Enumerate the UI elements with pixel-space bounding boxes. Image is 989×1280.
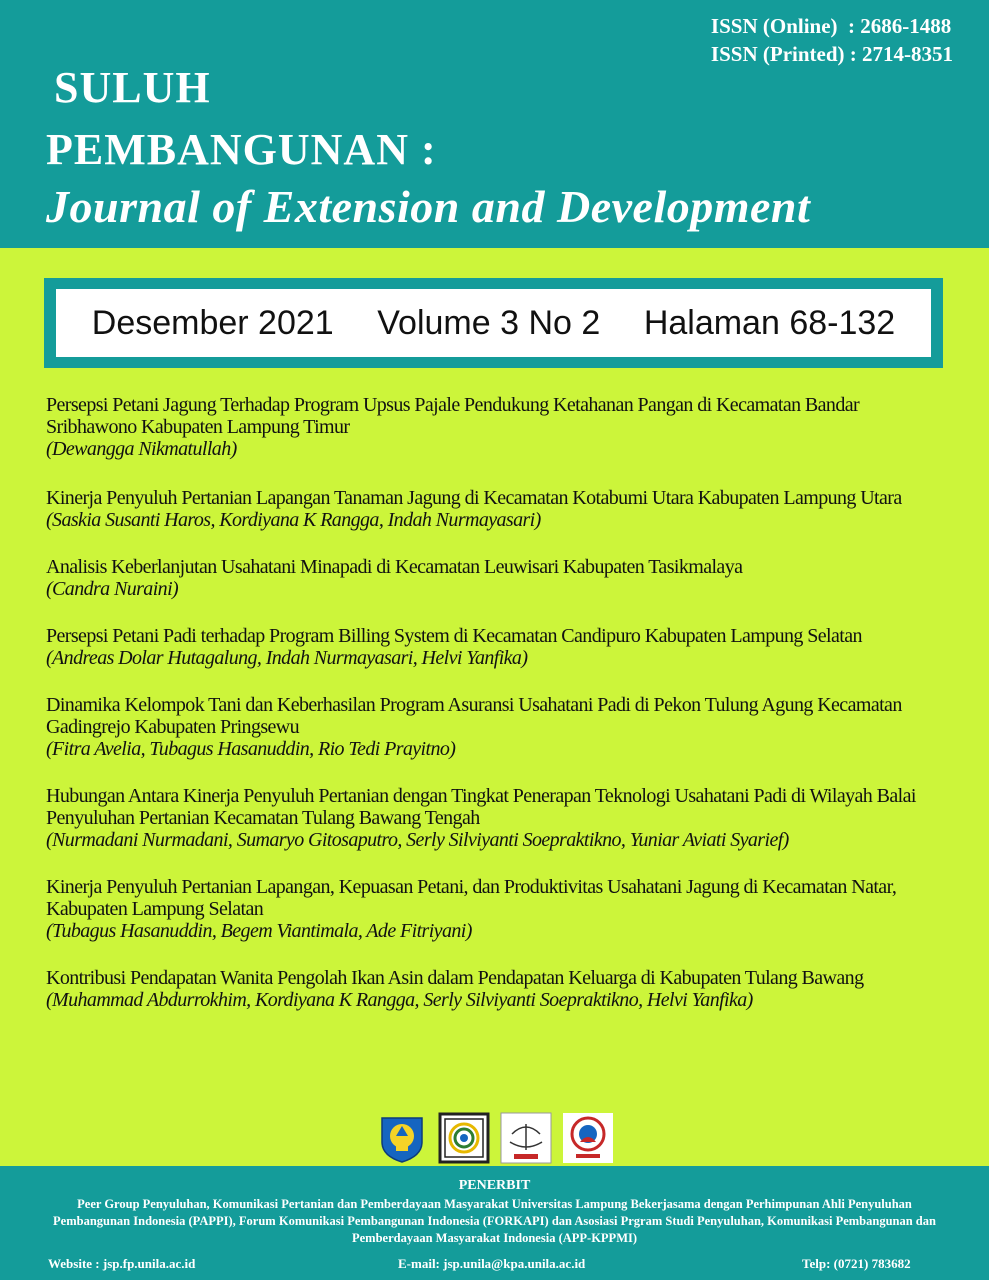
article-authors: (Andreas Dolar Hutagalung, Indah Nurmayasari, Helvi Yanfika) (46, 647, 528, 669)
issue-date: Desember 2021 (91, 303, 334, 342)
issue-banner (44, 278, 943, 368)
article-authors: (Tubagus Hasanuddin, Begem Viantimala, Ade Fitriyani) (46, 920, 472, 942)
issn-online: ISSN (Online) : 2686-1488 (710, 14, 952, 38)
article-authors: (Fitra Avelia, Tubagus Hasanuddin, Rio Tedi Prayitno) (46, 738, 456, 760)
cover-header (0, 0, 989, 248)
article-title[interactable]: Kinerja Penyuluh Pertanian Lapangan Tanaman Jagung di Kecamatan Kotabumi Utara Kabupaten Lampung Utara (46, 487, 902, 509)
publisher-footer (0, 1166, 989, 1280)
article-authors: (Dewangga Nikmatullah) (46, 438, 237, 460)
article-title[interactable]: Dinamika Kelompok Tani dan Keberhasilan Program Asuransi Usahatani Padi di Pekon Tulung Agung Kecamatan Gadingrejo Kabupaten Pringsewu (46, 694, 902, 738)
article-item (46, 876, 946, 942)
journal-title-line2: PEMBANGUNAN : (46, 125, 437, 174)
email-link[interactable]: E-mail: jsp.unila@kpa.unila.ac.id (398, 1256, 586, 1271)
app-kppmi-logo-icon (562, 1112, 614, 1164)
journal-title-line1: SULUH (54, 63, 211, 112)
issue-pages: Halaman 68-132 (643, 303, 896, 342)
issue-volume: Volume 3 No 2 (377, 303, 601, 342)
article-item (46, 785, 946, 851)
article-title[interactable]: Kontribusi Pendapatan Wanita Pengolah Ikan Asin dalam Pendapatan Keluarga di Kabupaten Tulang Bawang (46, 967, 864, 989)
website-link[interactable]: Website : jsp.fp.unila.ac.id (48, 1256, 196, 1271)
university-seal-icon (376, 1112, 428, 1164)
article-item (46, 487, 946, 531)
article-title[interactable]: Analisis Keberlanjutan Usahatani Minapadi di Kecamatan Leuwisari Kabupaten Tasikmalaya (46, 556, 743, 578)
article-list (46, 394, 946, 1011)
issn-block (711, 12, 953, 68)
article-item (46, 967, 946, 1011)
journal-subtitle: Journal of Extension and Development (46, 181, 811, 232)
issn-printed: ISSN (Printed) : 2714-8351 (710, 42, 953, 66)
phone-text: Telp: (0721) 783682 (802, 1256, 911, 1271)
article-title[interactable]: Persepsi Petani Jagung Terhadap Program Upsus Pajale Pendukung Ketahanan Pangan di Kecamatan Bandar Sribhawono Kabupaten Lampung Timur (46, 394, 860, 438)
pappi-logo-icon (438, 1112, 490, 1164)
article-authors: (Nurmadani Nurmadani, Sumaryo Gitosaputro, Serly Silviyanti Soepraktikno, Yuniar Aviati Syarief) (46, 829, 789, 851)
article-item (46, 694, 946, 760)
article-authors: (Muhammad Abdurrokhim, Kordiyana K Rangga, Serly Silviyanti Soepraktikno, Helvi Yanfika) (46, 989, 753, 1011)
partner-logos (376, 1112, 616, 1168)
issue-box (56, 289, 931, 357)
forkapi-logo-icon (500, 1112, 552, 1164)
article-authors: (Saskia Susanti Haros, Kordiyana K Rangga, Indah Nurmayasari) (46, 509, 541, 531)
publisher-text: Peer Group Penyuluhan, Komunikasi Pertanian dan Pemberdayaan Masyarakat Universitas Lampung Bekerjasama dengan Perhimpunan Ahli Penyuluhan Pembangunan Indonesia (PAPPI), Forum Komunikasi Pembangunan Indonesia (FORKAPI) dan Asosiasi Prgram Studi Penyuluhan, Komunikasi Pembangunan dan Pemberdayaan Masyarakat Indonesia (APP-KPPMI) (53, 1197, 936, 1245)
article-title[interactable]: Kinerja Penyuluh Pertanian Lapangan, Kepuasan Petani, dan Produktivitas Usahatani Jagung di Kecamatan Natar, Kabupaten Lampung Selatan (46, 876, 897, 920)
article-title[interactable]: Hubungan Antara Kinerja Penyuluh Pertanian dengan Tingkat Penerapan Teknologi Usahatani Padi di Wilayah Balai Penyuluhan Pertanian Kecamatan Tulang Bawang Tengah (46, 785, 916, 829)
publisher-label: PENERBIT (458, 1178, 531, 1193)
article-item (46, 394, 946, 460)
article-title[interactable]: Persepsi Petani Padi terhadap Program Billing System di Kecamatan Candipuro Kabupaten Lampung Selatan (46, 625, 862, 647)
article-item (46, 625, 946, 669)
article-authors: (Candra Nuraini) (46, 578, 179, 600)
article-item (46, 556, 946, 600)
